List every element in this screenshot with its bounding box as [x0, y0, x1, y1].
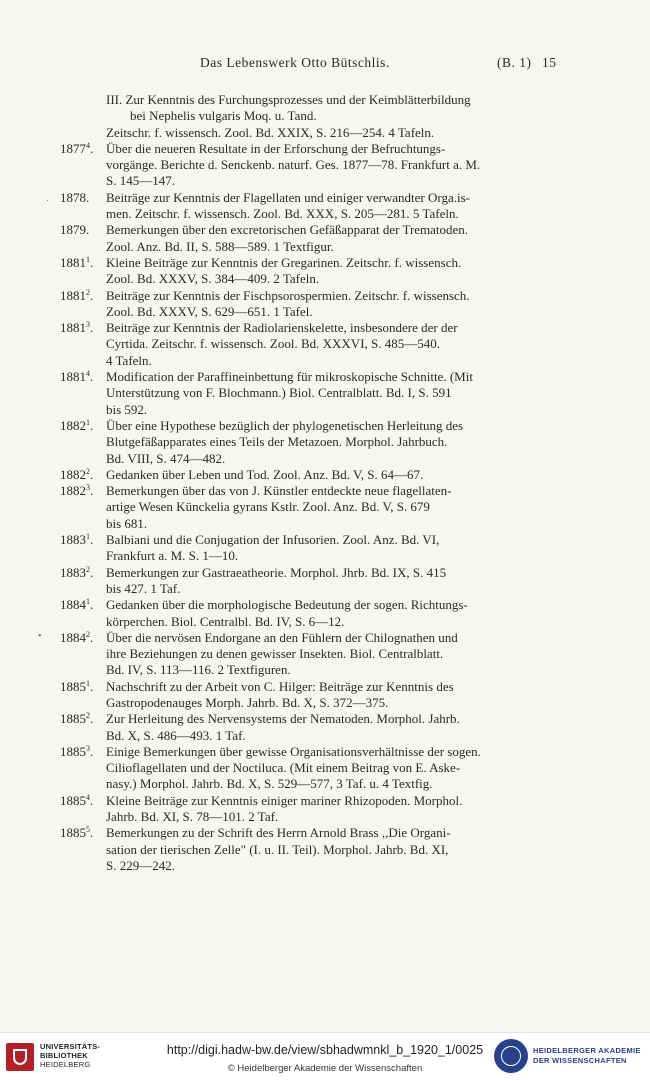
- entry-citation: [106, 793, 558, 826]
- academy-logo-line: DER WISSENSCHAFTEN: [533, 1056, 627, 1065]
- citation-line: Bd. X, S. 486—493. 1 Taf.: [106, 727, 246, 743]
- citation-line: Blutgefäßapparates eines Teils der Metazoen. Morphol. Jahrbuch.: [106, 434, 448, 450]
- citation-line: Über eine Hypothese bezüglich der phylogenetischen Herleitung des: [106, 417, 464, 433]
- citation-line: Gedanken über die morphologische Bedeutung der sogen. Richtungs-: [106, 597, 468, 613]
- library-logo-line: HEIDELBERG: [40, 1060, 91, 1069]
- entry-year: 1883$^2$.: [60, 564, 94, 580]
- citation-line: Modification der Paraffineinbettung für mikroskopische Schnitte. (Mit: [106, 369, 473, 385]
- entry-year-index: 2: [86, 711, 90, 721]
- citation-line: Kleine Beiträge zur Kenntnis einiger mariner Rhizopoden. Morphol.: [106, 792, 463, 808]
- entry-year: 1885$^1$.: [60, 678, 94, 694]
- citation-line: Beiträge zur Kenntnis der Fischpsorospermien. Zeitschr. f. wissensch.: [106, 287, 470, 303]
- entry-year: 1881$^3$.: [60, 320, 94, 336]
- entry-year: 1885$^2$.: [60, 711, 94, 727]
- bibliography-entry: [0, 483, 650, 532]
- bibliography-entry: [0, 744, 650, 793]
- header-title: Das Lebenswerk Otto Bütschlis.: [200, 55, 390, 70]
- footer-bar: [0, 1032, 650, 1081]
- header-section-ref: (B. 1): [497, 55, 532, 70]
- entry-citation: [106, 255, 558, 288]
- entry-year-index: 1: [86, 417, 90, 427]
- entry-citation: [106, 711, 558, 744]
- citation-line: Über die nervösen Endorgane an den Fühlern der Chilognathen und: [106, 629, 458, 645]
- citation-line: S. 145—147.: [106, 173, 175, 189]
- entry-year-index: 1: [86, 254, 90, 264]
- entry-year: 1879.: [60, 222, 90, 238]
- entry-year: 1877$^4$.: [60, 140, 94, 156]
- entry-year: 1885$^4$.: [60, 792, 94, 808]
- entry-citation: [106, 679, 558, 712]
- entry-year-index: 4: [86, 792, 90, 802]
- bibliography-entry: [0, 190, 650, 223]
- entry-citation: [106, 565, 558, 598]
- citation-line: 4 Tafeln.: [106, 352, 152, 368]
- academy-logo[interactable]: [494, 1039, 644, 1075]
- entry-year: 1881$^1$.: [60, 254, 94, 270]
- entry-year-index: 4: [86, 140, 90, 150]
- citation-line: bei Nephelis vulgaris Moq. u. Tand.: [130, 108, 317, 124]
- citation-line: artige Wesen Künckelia gyrans Kstlr. Zool. Anz. Bd. V, S. 679: [106, 499, 430, 515]
- running-header: [0, 55, 650, 75]
- bibliography-entry: [0, 288, 650, 321]
- entry-year: 1882$^2$.: [60, 466, 94, 482]
- citation-line: Gedanken über Leben und Tod. Zool. Anz. Bd. V, S. 64—67.: [106, 466, 424, 482]
- citation-line: Jahrb. Bd. XI, S. 78—101. 2 Taf.: [106, 809, 279, 825]
- entry-year-index: 1: [86, 597, 90, 607]
- citation-line: Bd. IV, S. 113—116. 2 Textfiguren.: [106, 662, 291, 678]
- citation-line: Bemerkungen über das von J. Künstler entdeckte neue flagellaten-: [106, 483, 452, 499]
- bibliography-entry: [0, 141, 650, 190]
- citation-line: Zool. Bd. XXXV, S. 629—651. 1 Tafel.: [106, 303, 313, 319]
- bibliography-entry: [0, 532, 650, 565]
- citation-line: ihre Beziehungen zu denen gewisser Insekten. Biol. Centralblatt.: [106, 646, 444, 662]
- bibliography-entry: [0, 92, 650, 141]
- entry-citation: [106, 320, 558, 369]
- bibliography-entry: [0, 467, 650, 483]
- bibliography-entry: [0, 369, 650, 418]
- citation-line: Zeitschr. f. wissensch. Zool. Bd. XXIX, S. 216—254. 4 Tafeln.: [106, 124, 435, 140]
- entry-year: 1882$^3$.: [60, 483, 94, 499]
- entry-year-index: 2: [86, 466, 90, 476]
- library-logo-line: BIBLIOTHEK: [40, 1051, 88, 1060]
- page-number: 15: [542, 55, 557, 70]
- entry-citation: [106, 222, 558, 255]
- citation-line: sation der tierischen Zelle" (I. u. II. Teil). Morphol. Jahrb. Bd. XI,: [106, 841, 449, 857]
- entry-citation: [106, 418, 558, 467]
- source-url-link[interactable]: http://digi.hadw-bw.de/view/sbhadwmnkl_b_1920_1/0025: [166, 1043, 484, 1057]
- citation-line: vorgänge. Berichte d. Senckenb. naturf. Ges. 1877—78. Frankfurt a. M.: [106, 157, 481, 173]
- entry-year-index: 4: [86, 369, 90, 379]
- entry-citation: [106, 288, 558, 321]
- citation-line: S. 229—242.: [106, 857, 175, 873]
- bibliography-entry: [0, 711, 650, 744]
- citation-line: körperchen. Biol. Centralbl. Bd. IV, S. 6—12.: [106, 613, 345, 629]
- citation-line: bis 592.: [106, 401, 148, 417]
- citation-line: men. Zeitschr. f. wissensch. Zool. Bd. XXX, S. 205—281. 5 Tafeln.: [106, 206, 459, 222]
- bibliography-entry: [0, 255, 650, 288]
- citation-line: bis 681.: [106, 515, 148, 531]
- bibliography-entry: [0, 597, 650, 630]
- citation-line: Balbiani und die Conjugation der Infusorien. Zool. Anz. Bd. VI,: [106, 532, 440, 548]
- entry-citation: [106, 92, 558, 141]
- bibliography-entry: [0, 793, 650, 826]
- entry-citation: [106, 369, 558, 418]
- citation-line: Frankfurt a. M. S. 1—10.: [106, 548, 239, 564]
- entry-year-index: 2: [86, 564, 90, 574]
- citation-line: III. Zur Kenntnis des Furchungsprozesses und der Keimblätterbildung: [106, 92, 471, 107]
- entry-year-index: 1: [86, 678, 90, 688]
- citation-line: Bemerkungen zur Gastraeatheorie. Morphol. Jhrb. Bd. IX, S. 415: [106, 564, 447, 580]
- citation-line: Bemerkungen zu der Schrift des Herrn Arnold Brass ,,Die Organi-: [106, 825, 451, 841]
- citation-line: Cilioflagellaten und der Noctiluca. (Mit einem Beitrag von E. Aske-: [106, 760, 461, 776]
- citation-line: Einige Bemerkungen über gewisse Organisationsverhältnisse der sogen.: [106, 743, 481, 759]
- entry-citation: [106, 597, 558, 630]
- scan-speck: •: [38, 631, 42, 642]
- academy-logo-line: HEIDELBERGER AKADEMIE: [533, 1046, 641, 1055]
- copyright-notice: © Heidelberger Akademie der Wissenschaften: [227, 1063, 423, 1074]
- citation-line: Beiträge zur Kenntnis der Radiolarienskelette, insbesondere der der: [106, 320, 458, 336]
- citation-line: Bemerkungen über den excretorischen Gefäßapparat der Trematoden.: [106, 222, 469, 238]
- bibliography-entry: [0, 679, 650, 712]
- entry-citation: [106, 825, 558, 874]
- citation-line: Bd. VIII, S. 474—482.: [106, 450, 226, 466]
- entry-citation: [106, 483, 558, 532]
- entry-citation: [106, 467, 558, 483]
- bibliography-entry: [0, 630, 650, 679]
- citation-line: nasy.) Morphol. Jahrb. Bd. X, S. 529—577, 3 Taf. u. 4 Textfig.: [106, 776, 433, 792]
- entry-citation: [106, 532, 558, 565]
- citation-line: Beiträge zur Kenntnis der Flagellaten und einiger verwandter Orga.is-: [106, 189, 470, 205]
- citation-line: Zool. Anz. Bd. II, S. 588—589. 1 Textfigur.: [106, 238, 334, 254]
- entry-year: 1881$^2$.: [60, 287, 94, 303]
- entry-year: 1882$^1$.: [60, 417, 94, 433]
- bibliography-entry: [0, 565, 650, 598]
- citation-line: bis 427. 1 Taf.: [106, 580, 181, 596]
- citation-line: Kleine Beiträge zur Kenntnis der Gregarinen. Zeitschr. f. wissensch.: [106, 254, 462, 270]
- entry-year-index: 3: [86, 743, 90, 753]
- bibliography-entry: [0, 222, 650, 255]
- entry-citation: [106, 190, 558, 223]
- entry-citation: [106, 744, 558, 793]
- entry-year: 1881$^4$.: [60, 369, 94, 385]
- bibliography-list: [0, 92, 650, 874]
- entry-year-index: 1: [86, 532, 90, 542]
- entry-year-index: 5: [86, 825, 90, 835]
- citation-line: Über die neueren Resultate in der Erforschung der Befruchtungs-: [106, 140, 446, 156]
- entry-year: 1884$^2$.: [60, 629, 94, 645]
- entry-year: 1883$^1$.: [60, 532, 94, 548]
- citation-line: Zool. Bd. XXXV, S. 384—409. 2 Tafeln.: [106, 271, 320, 287]
- scan-speck: ·: [46, 196, 50, 207]
- bibliography-entry: [0, 418, 650, 467]
- bibliography-entry: [0, 825, 650, 874]
- library-logo-line: UNIVERSITÄTS-: [40, 1042, 101, 1051]
- citation-line: Gastropodenauges Morph. Jahrb. Bd. X, S. 372—375.: [106, 694, 389, 710]
- entry-year: 1884$^1$.: [60, 597, 94, 613]
- entry-citation: [106, 141, 558, 190]
- entry-year: 1885$^5$.: [60, 825, 94, 841]
- entry-year-index: 3: [86, 320, 90, 330]
- entry-year-index: 3: [86, 483, 90, 493]
- citation-line: Zur Herleitung des Nervensystems der Nematoden. Morphol. Jahrb.: [106, 711, 460, 727]
- citation-line: Unterstützung von F. Blochmann.) Biol. Centralblatt. Bd. I, S. 591: [106, 385, 452, 401]
- entry-year-index: 2: [86, 287, 90, 297]
- citation-line: Cyrtida. Zeitschr. f. wissensch. Zool. Bd. XXXVI, S. 485—540.: [106, 336, 441, 352]
- citation-line: Nachschrift zu der Arbeit von C. Hilger: Beiträge zur Kenntnis des: [106, 678, 454, 694]
- entry-citation: [106, 630, 558, 679]
- entry-year: 1878.: [60, 189, 90, 205]
- entry-year: 1885$^3$.: [60, 743, 94, 759]
- academy-seal-icon: [494, 1039, 528, 1073]
- entry-year-index: 2: [86, 629, 90, 639]
- bibliography-entry: [0, 320, 650, 369]
